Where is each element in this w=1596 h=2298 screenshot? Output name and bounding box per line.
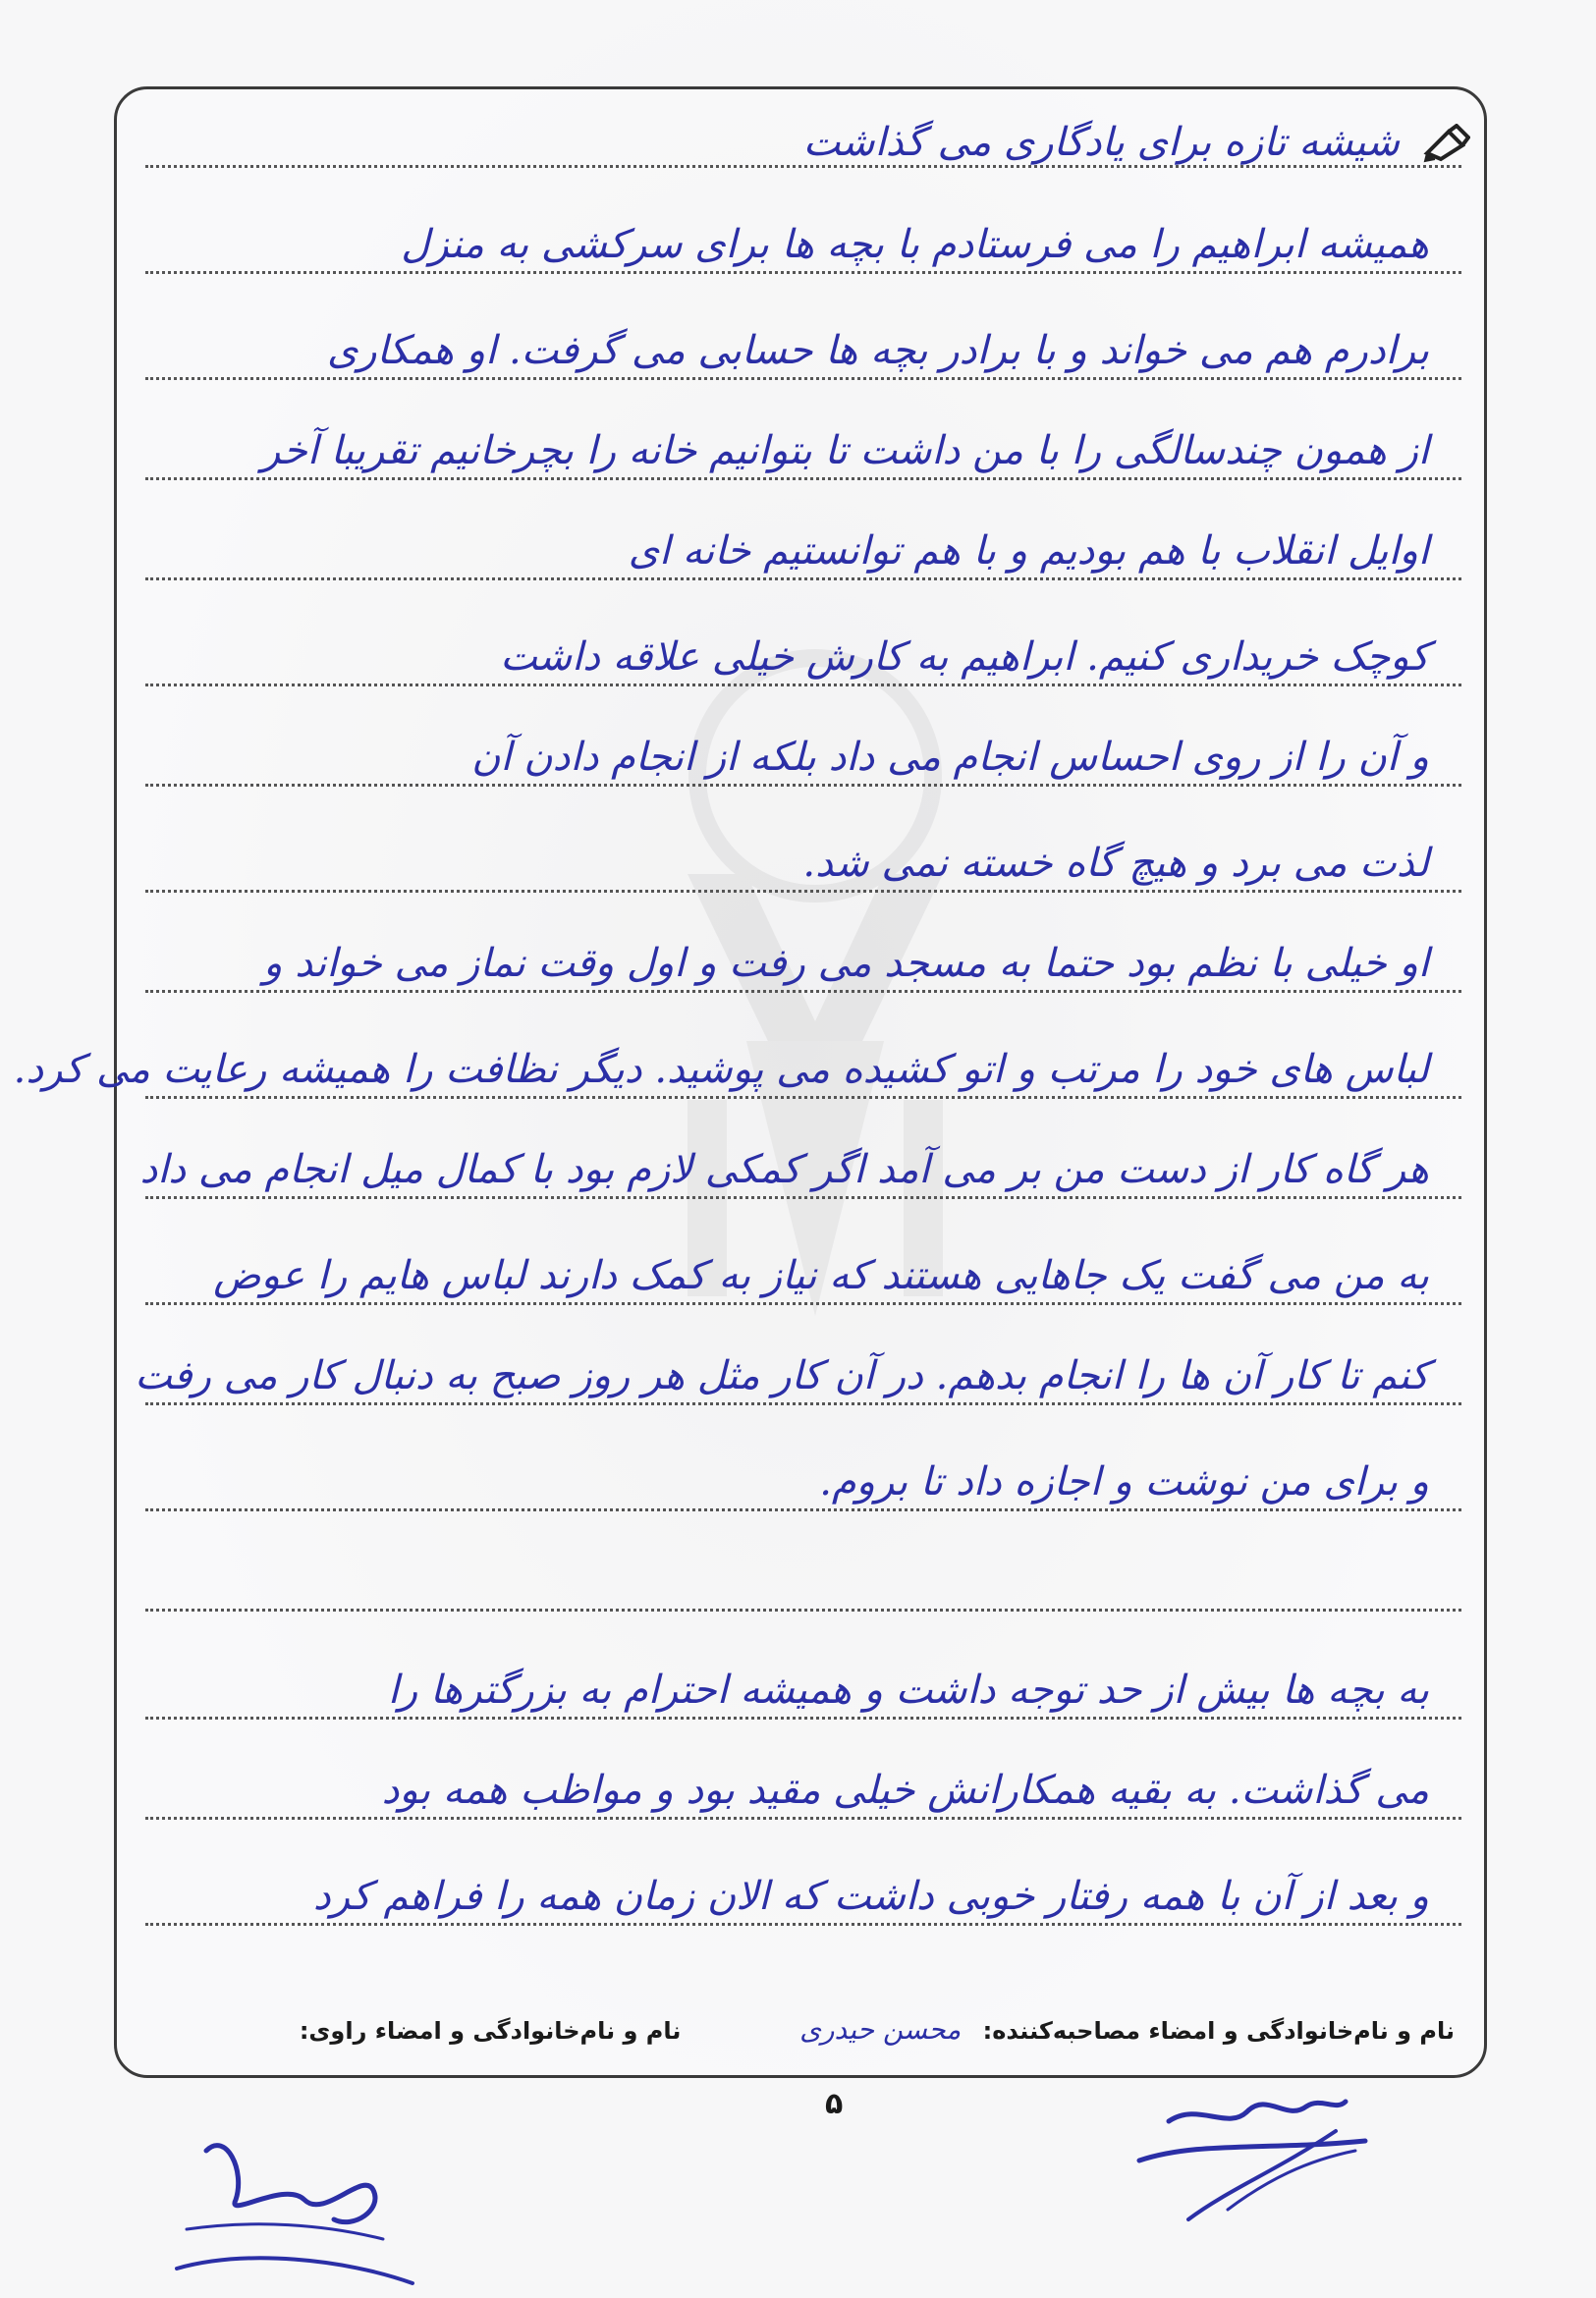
ruled-line: [145, 784, 1461, 787]
ruled-line: [145, 1717, 1461, 1720]
signature-right: [1110, 2082, 1404, 2229]
footer-signature-row: [300, 2013, 1455, 2046]
ruled-line: [145, 1609, 1461, 1612]
body-line: کنم تا کار آن ها را انجام بدهم. در آن کار مثل هر روز صبح به دنبال کار می رفت: [135, 1353, 1429, 1398]
body-line: لباس های خود را مرتب و اتو کشیده می پوشید. دیگر نظافت را همیشه رعایت می کرد.: [13, 1047, 1429, 1092]
closing-line: به بچه ها بیش از حد توجه داشت و همیشه احترام به بزرگترها را: [387, 1668, 1429, 1713]
closing-line: و بعد از آن با همه رفتار خوبی داشت که الان زمان همه را فراهم کرد: [312, 1874, 1429, 1919]
closing-line: می گذاشت. به بقیه همکارانش خیلی مقید بود و مواظب همه بود: [381, 1768, 1429, 1813]
ruled-line: [145, 271, 1461, 274]
ruled-line: [145, 1817, 1461, 1820]
narrator-label: نام و نام‌خانوادگی و امضاء راوی:: [299, 2017, 682, 2045]
ruled-line: [145, 377, 1461, 380]
body-line: و آن را از روی احساس انجام می داد بلکه از انجام دادن آن: [471, 735, 1429, 780]
body-line: برادرم هم می خواند و با برادر بچه ها حسابی می گرفت. او همکاری: [327, 328, 1429, 373]
body-line: او خیلی با نظم بود حتما به مسجد می رفت و اول وقت نماز می خواند و: [263, 941, 1429, 986]
ruled-line: [145, 890, 1461, 893]
ruled-line: [145, 477, 1461, 480]
ruled-line: [145, 990, 1461, 993]
body-line: همیشه ابراهیم را می فرستادم با بچه ها برای سرکشی به منزل: [401, 222, 1429, 267]
ruled-line: [145, 1096, 1461, 1099]
body-line: و برای من نوشت و اجازه داد تا بروم.: [819, 1459, 1429, 1505]
ruled-line: [145, 1402, 1461, 1405]
body-line: لذت می برد و هیچ گاه خسته نمی شد.: [802, 841, 1429, 886]
body-line: به من می گفت یک جاهایی هستند که نیاز به کمک دارند لباس هایم را عوض: [213, 1253, 1429, 1298]
ruled-line: [145, 1196, 1461, 1199]
ruled-line: [145, 1508, 1461, 1511]
interviewer-label: نام و نام‌خانوادگی و امضاء مصاحبه‌کننده:: [982, 2017, 1455, 2045]
signature-left: [167, 2111, 422, 2298]
body-line: هر گاه کار از دست من بر می آمد اگر کمکی لازم بود با کمال میل انجام می داد: [139, 1147, 1429, 1192]
pen-note-icon: [1423, 124, 1470, 163]
ruled-line: [145, 1923, 1461, 1926]
body-line: کوچک خریداری کنیم. ابراهیم به کارش خیلی علاقه داشت: [500, 634, 1429, 680]
page-number: ۵: [825, 2087, 844, 2121]
body-line: از همون چندسالگی را با من داشت تا بتوانیم خانه را بچرخانیم تقریبا آخر: [261, 428, 1429, 473]
ruled-line: [145, 577, 1461, 580]
ruled-line: [145, 684, 1461, 686]
ruled-line: [145, 1302, 1461, 1305]
interviewer-name: محسن حیدری: [799, 2013, 962, 2046]
body-line: اوایل انقلاب با هم بودیم و با هم توانستیم خانه ای: [628, 528, 1429, 574]
ruled-line: [145, 165, 1461, 168]
title-line: شیشه تازه برای یادگاری می گذاشت: [802, 120, 1400, 165]
